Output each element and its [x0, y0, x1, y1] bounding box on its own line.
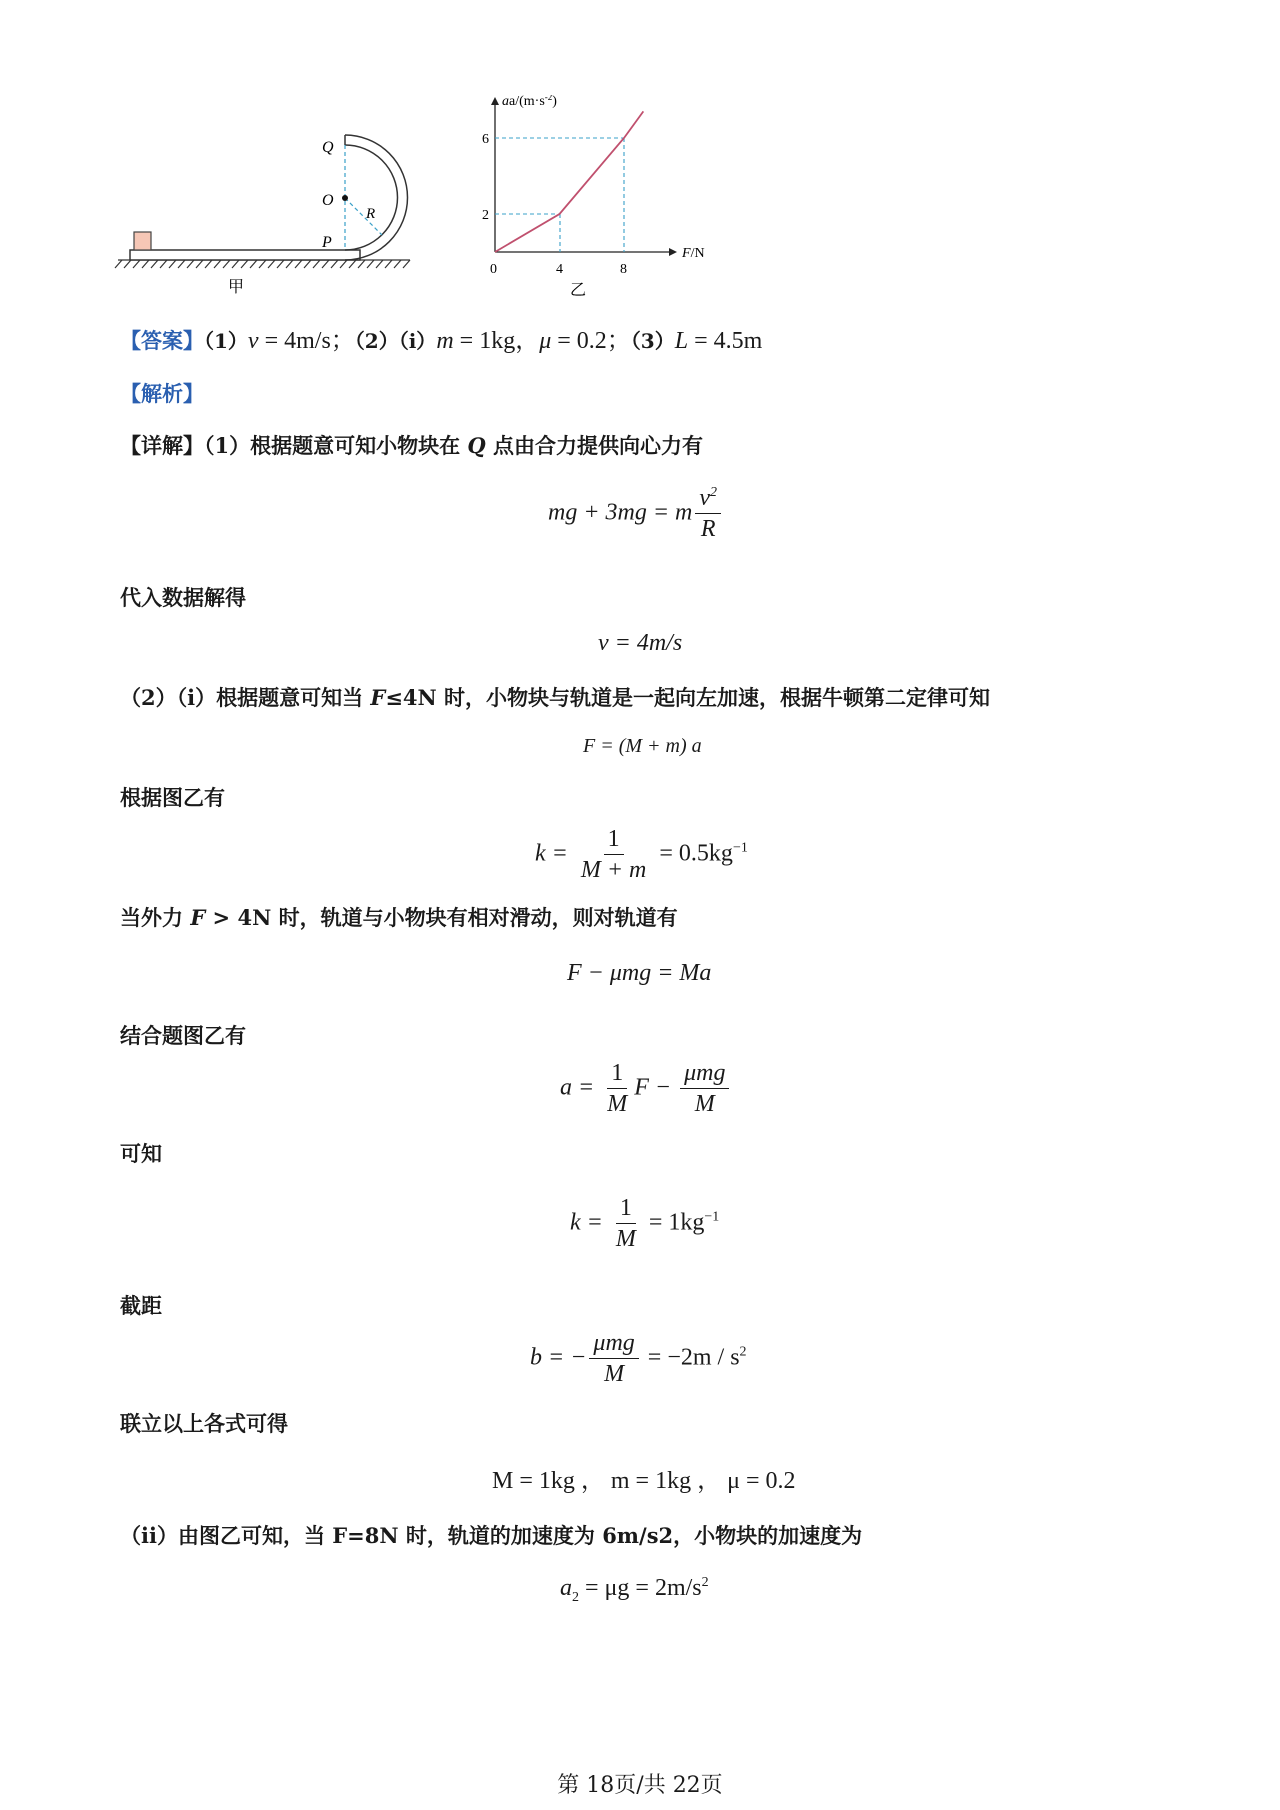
- eq8-rhs: = −2m / s: [641, 1344, 740, 1371]
- eq4-lhs: k =: [535, 840, 574, 867]
- answer-mu: μ: [539, 328, 552, 354]
- eq7-rhs: = 1kg: [642, 1209, 705, 1236]
- detail-tag: 【详解】: [120, 433, 204, 458]
- label-P: P: [322, 234, 332, 251]
- line3-b: > 4N 时，轨道与小物块有相对滑动，则对轨道有: [205, 905, 678, 930]
- eq7-lhs: k =: [570, 1209, 609, 1236]
- eq6-den1: M: [607, 1091, 628, 1118]
- answer-L-val: = 4.5m: [688, 328, 763, 354]
- text-intercept: 截距: [120, 1293, 162, 1318]
- text-simultaneous: 联立以上各式可得: [120, 1411, 288, 1436]
- page-footer: 第 18页/共 22页: [557, 1773, 723, 1798]
- answer-p2: （2）（i）: [354, 329, 437, 353]
- tick-y-6: 6: [482, 132, 489, 147]
- line2-F: F: [370, 685, 386, 710]
- answer-v-val: = 4m/s；: [258, 328, 355, 354]
- radius-line: [345, 198, 382, 235]
- eq7-num: 1: [616, 1195, 636, 1224]
- eq1-den: R: [700, 516, 716, 543]
- eq10-sub: 2: [572, 1589, 579, 1605]
- eq8-lhs: b = −: [530, 1344, 587, 1371]
- y-axis-arrow: [491, 97, 499, 105]
- text-fig-b: 根据图乙有: [120, 785, 225, 810]
- semicircle-track-inner: [345, 145, 398, 250]
- eq10-sup: 2: [701, 1575, 709, 1590]
- answer-mu-val: = 0.2；: [551, 328, 631, 354]
- equation-intercept-b: [530, 1330, 747, 1388]
- detail-Q: Q: [467, 433, 486, 458]
- x-axis-arrow: [669, 248, 677, 256]
- eq4-rhs: = 0.5kg: [653, 840, 733, 867]
- text-substitute: 代入数据解得: [120, 585, 246, 610]
- answer-line: [120, 320, 762, 355]
- eq4-num: 1: [604, 826, 624, 855]
- equation-results: M = 1kg ， m = 1kg ， μ = 0.2: [492, 1468, 796, 1494]
- eq7-rhs-sup: −1: [704, 1209, 720, 1225]
- equation-a2: [560, 1575, 709, 1606]
- equation-a-of-F: [560, 1060, 732, 1118]
- line2-a: （2）（i）根据题意可知当: [120, 685, 371, 710]
- eq7-den: M: [615, 1226, 636, 1253]
- a-F-line: [495, 111, 643, 252]
- eq4-den: M + m: [580, 857, 647, 884]
- eq6-mid: F −: [634, 1074, 678, 1101]
- y-axis-label: $aa/(m\cdot s^{-2})$: [502, 95, 557, 109]
- eq6-lhs: a =: [560, 1074, 601, 1101]
- answer-v: v: [247, 328, 259, 354]
- answer-m-val: = 1kg，: [453, 328, 540, 354]
- answer-tag: 【答案】: [120, 328, 204, 353]
- text-part2i: [120, 682, 990, 712]
- center-point: [342, 195, 348, 201]
- figure-caption-yi: 乙: [570, 280, 587, 299]
- equation-slope-k1: [535, 826, 748, 884]
- x-axis-label: F/N: [682, 246, 705, 261]
- ground-hatch: [115, 260, 410, 268]
- figure-chart-a-vs-F: [470, 95, 730, 305]
- eq1-lhs: mg + 3mg = m: [548, 499, 693, 526]
- small-block: [134, 232, 151, 250]
- answer-m: m: [436, 328, 454, 354]
- detail-text-a: （1）根据题意可知小物块在: [204, 433, 468, 458]
- line2-b: ≤4N 时，小物块与轨道是一起向左加速，根据牛顿第二定律可知: [385, 685, 991, 710]
- text-know: 可知: [120, 1141, 162, 1166]
- figure-caption-jia: 甲: [228, 277, 245, 296]
- line3-a: 当外力: [120, 905, 191, 930]
- eq6-num1: 1: [607, 1060, 627, 1089]
- eq8-num: μmg: [589, 1330, 638, 1359]
- detail-text-b: 点由合力提供向心力有: [485, 433, 704, 458]
- track-base: [130, 250, 360, 260]
- eq1-num: v: [699, 485, 711, 511]
- tick-y-2: 2: [482, 208, 489, 223]
- eq6-num2: μmg: [680, 1060, 729, 1089]
- equation-v-result: v = 4m/s: [598, 630, 683, 656]
- label-R: R: [366, 206, 376, 222]
- equation-track-newton: F − μmg = Ma: [567, 960, 712, 986]
- eq8-rhs-sup: 2: [739, 1344, 747, 1360]
- line3-F: F: [190, 905, 206, 930]
- text-external-force: [120, 902, 678, 932]
- tick-x-0: 0: [490, 262, 497, 277]
- tick-x-4: 4: [556, 262, 563, 277]
- detail-line-1: [120, 430, 703, 460]
- analysis-tag: 【解析】: [120, 381, 204, 406]
- text-part2ii: （ii）由图乙可知，当 F=8N 时，轨道的加速度为 6m/s2，小物块的加速度为: [120, 1523, 863, 1548]
- label-Q: Q: [322, 139, 334, 156]
- eq10-rest: = μg = 2m/s: [579, 1575, 702, 1601]
- answer-p1: （1）: [204, 329, 248, 353]
- eq8-den: M: [604, 1361, 625, 1388]
- answer-L: L: [674, 328, 689, 354]
- eq4-rhs-sup: −1: [732, 840, 748, 856]
- equation-slope-k2: [570, 1195, 719, 1253]
- eq10-a: a: [560, 1575, 572, 1601]
- answer-p3: （3）: [630, 329, 675, 353]
- label-O: O: [322, 192, 334, 209]
- tick-x-8: 8: [620, 262, 627, 277]
- equation-newton-combined: F = (M + m) a: [583, 735, 702, 757]
- figure-track-diagram: [110, 110, 430, 300]
- text-combine: 结合题图乙有: [120, 1023, 246, 1048]
- eq1-num-sup: 2: [710, 485, 718, 500]
- equation-centripetal: [548, 485, 724, 543]
- eq6-den2: M: [694, 1091, 715, 1118]
